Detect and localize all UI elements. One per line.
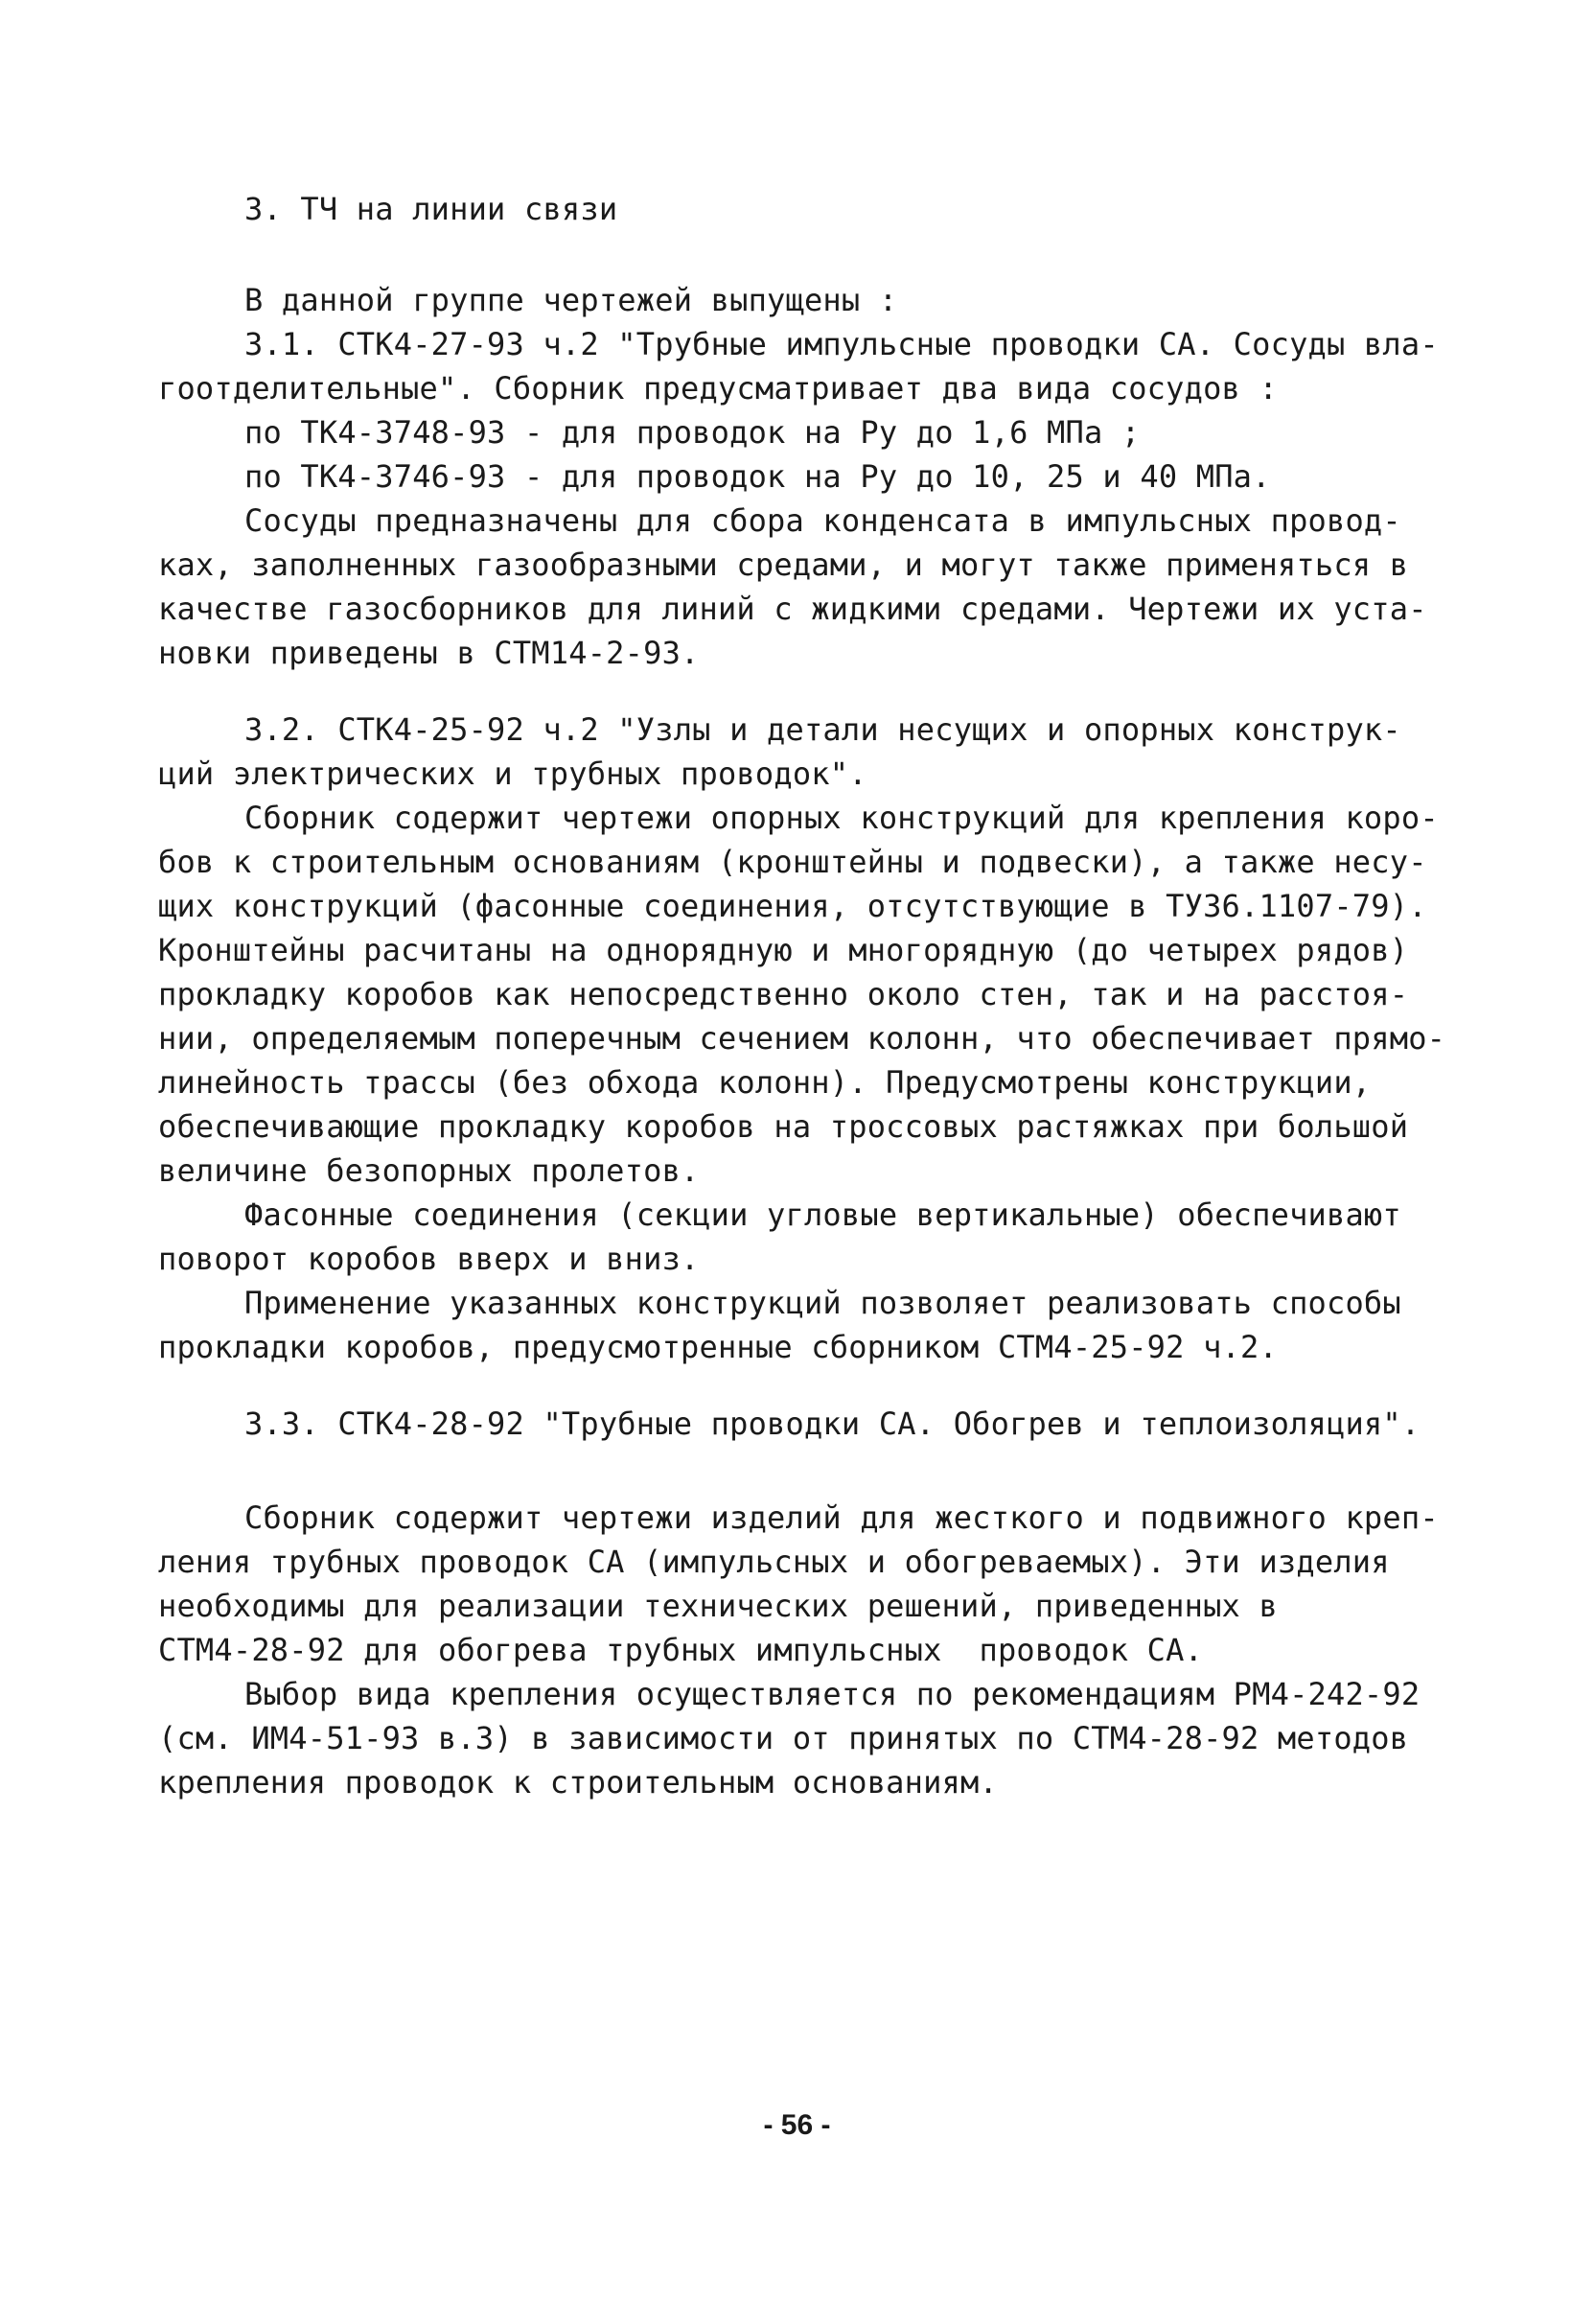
paragraph-3-2-line: поворот коробов вверх и вниз. <box>158 1241 700 1277</box>
paragraph-3-3-line: крепления проводок к строительным основаниям. <box>158 1764 998 1801</box>
paragraph-3-2-line: щих конструкций (фасонные соединения, отсутствующие в ТУ36.1107-79). <box>158 888 1427 924</box>
paragraph-3-3-line: СТМ4-28-92 для обогрева трубных импульсных проводок СА. <box>158 1632 1204 1668</box>
paragraph-3-2-line: прокладки коробов, предусмотренные сборником СТМ4-25-92 ч.2. <box>158 1329 1278 1365</box>
paragraph-3-1-line: новки приведены в СТМ14-2-93. <box>158 635 700 671</box>
paragraph-3-3-line: 3.3. СТК4-28-92 "Трубные проводки СА. Обогрев и теплоизоляция". <box>244 1406 1421 1442</box>
paragraph-3-2-line: Фасонные соединения (секции угловые вертикальные) обеспечивают <box>244 1197 1401 1233</box>
paragraph-3-2-line: бов к строительным основаниям (кронштейны и подвески), а также несу- <box>158 844 1427 880</box>
paragraph-3-1-line: гоотделительные". Сборник предусматривает два вида сосудов : <box>158 370 1278 407</box>
paragraph-3-2-line: нии, определяемым поперечным сечением колонн, что обеспечивает прямо- <box>158 1020 1446 1057</box>
section-title: 3. ТЧ на линии связи <box>244 191 618 227</box>
paragraph-3-3-line: ления трубных проводок СА (импульсных и обогреваемых). Эти изделия <box>158 1544 1390 1580</box>
section-intro: В данной группе чертежей выпущены : <box>244 282 898 318</box>
paragraph-3-2-line: обеспечивающие прокладку коробов на троссовых растяжках при большой <box>158 1108 1409 1145</box>
paragraph-3-3-line: необходимы для реализации технических решений, приведенных в <box>158 1588 1278 1624</box>
paragraph-3-3-line: Сборник содержит чертежи изделий для жесткого и подвижного креп- <box>244 1499 1439 1536</box>
paragraph-3-3-line: (см. ИМ4-51-93 в.3) в зависимости от принятых по СТМ4-28-92 методов <box>158 1720 1409 1756</box>
paragraph-3-1-line: по ТК4-3748-93 - для проводок на Ру до 1,6 МПа ; <box>244 414 1141 451</box>
paragraph-3-2-line: 3.2. СТК4-25-92 ч.2 "Узлы и детали несущих и опорных конструк- <box>244 711 1401 748</box>
page-number: - 56 - <box>763 2109 831 2141</box>
paragraph-3-2-line: прокладку коробов как непосредственно около стен, так и на расстоя- <box>158 976 1409 1012</box>
paragraph-3-2-line: Применение указанных конструкций позволяет реализовать способы <box>244 1285 1401 1321</box>
paragraph-3-2-line: линейность трассы (без обхода колонн). Предусмотрены конструкции, <box>158 1064 1372 1101</box>
paragraph-3-1-line: Сосуды предназначены для сбора конденсата в импульсных провод- <box>244 502 1401 539</box>
paragraph-3-2-line: величине безопорных пролетов. <box>158 1152 700 1189</box>
paragraph-3-3-line: Выбор вида крепления осуществляется по рекомендациям РМ4-242-92 <box>244 1676 1421 1712</box>
paragraph-3-1-line: по ТК4-3746-93 - для проводок на Ру до 10, 25 и 40 МПа. <box>244 458 1271 495</box>
paragraph-3-2-line: Кронштейны расчитаны на однорядную и многорядную (до четырех рядов) <box>158 932 1409 968</box>
paragraph-3-2-line: ций электрических и трубных проводок". <box>158 755 867 792</box>
paragraph-3-1-line: качестве газосборников для линий с жидкими средами. Чертежи их уста- <box>158 591 1427 627</box>
paragraph-3-1-line: ках, заполненных газообразными средами, и могут также применяться в <box>158 546 1409 583</box>
paragraph-3-2-line: Сборник содержит чертежи опорных конструкций для крепления коро- <box>244 800 1439 836</box>
paragraph-3-1-line: 3.1. СТК4-27-93 ч.2 "Трубные импульсные проводки СА. Сосуды вла- <box>244 326 1439 362</box>
